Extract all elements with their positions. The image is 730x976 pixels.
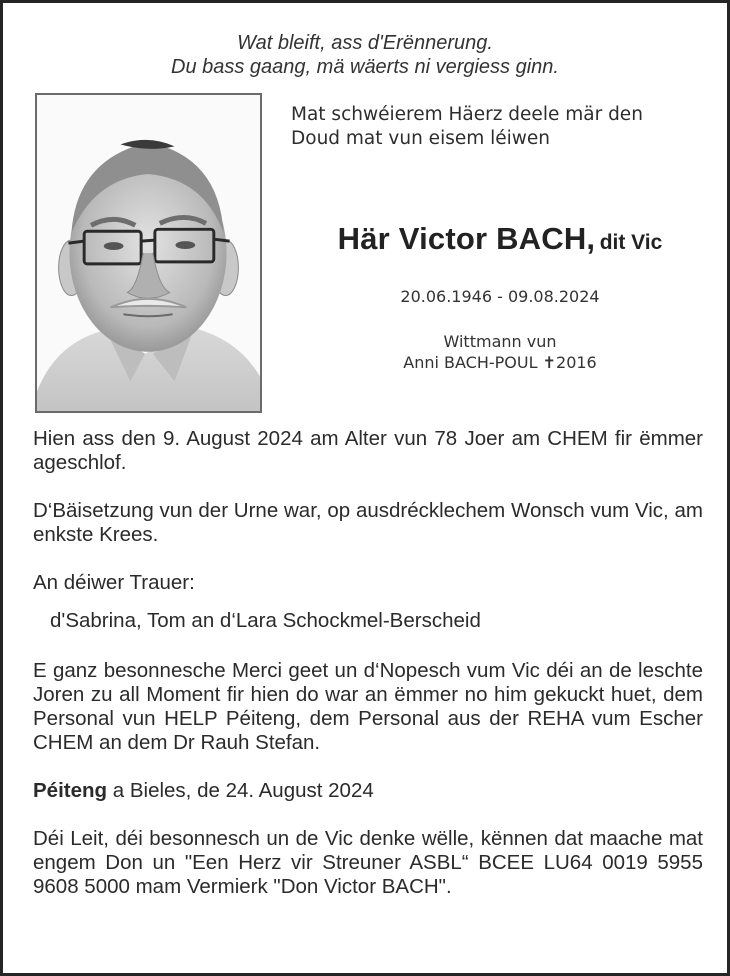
portrait-photo xyxy=(35,93,262,413)
intro-text xyxy=(291,103,711,151)
life-dates: 20.06.1946 - 09.08.2024 xyxy=(400,287,600,306)
place-date-line xyxy=(33,779,703,803)
mourners-names: d'Sabrina, Tom an d‘Lara Schockmel-Berscheid xyxy=(50,609,481,632)
spouse-death-year: 2016 xyxy=(556,353,597,372)
thanks-paragraph: E ganz besonnesche Merci geet un d‘Nopesch vum Vic déi an de leschte Joren zu all Moment fir hien do war an ëmmer no him gekuckt huet, dem Personal vun HELP Péiteng, dem Personal aus der REHA vum Escher CHEM an dem Dr Rauh Stefan. xyxy=(33,659,703,754)
deceased-nickname: dit Vic xyxy=(599,231,663,254)
widower-info xyxy=(273,331,727,373)
spouse-line xyxy=(273,352,727,373)
donation-paragraph: Déi Leit, déi besonnesch un de Vic denke wëlle, kënnen dat maache mat engem Don un "Een Herz vir Streuner ASBL“ BCEE LU64 0019 5955 9608 5000 mam Vermierk "Don Victor BACH". xyxy=(33,827,703,898)
burial-paragraph: D‘Bäisetzung vun der Urne war, op ausdrécklechem Wonsch vum Vic, am enkste Krees. xyxy=(33,499,703,546)
passing-paragraph: Hien ass den 9. August 2024 am Alter vun 78 Joer am CHEM fir ëmmer ageschlof. xyxy=(33,427,703,474)
deceased-name: Här Victor BACH, xyxy=(337,221,596,256)
spouse-name: Anni BACH-POUL xyxy=(403,353,538,372)
obituary-body xyxy=(33,427,703,923)
motto xyxy=(3,31,727,79)
intro-line-1: Mat schwéierem Häerz deele mär den xyxy=(291,104,643,125)
motto-line-2: Du bass gaang, mä wäerts ni vergiess ginn. xyxy=(171,56,559,78)
mourners-label: An déiwer Trauer: xyxy=(33,571,195,594)
portrait-photo-icon xyxy=(37,95,260,411)
deceased-name-heading xyxy=(273,221,727,257)
widower-label: Wittmann vun xyxy=(443,332,557,351)
intro-line-2: Doud mat vun eisem léiwen xyxy=(291,128,551,149)
motto-line-1: Wat bleift, ass d'Erënnerung. xyxy=(237,32,493,54)
place-name: Péiteng xyxy=(33,779,108,802)
place-date: a Bieles, de 24. August 2024 xyxy=(107,779,374,802)
cross-icon: ✝ xyxy=(542,353,557,372)
